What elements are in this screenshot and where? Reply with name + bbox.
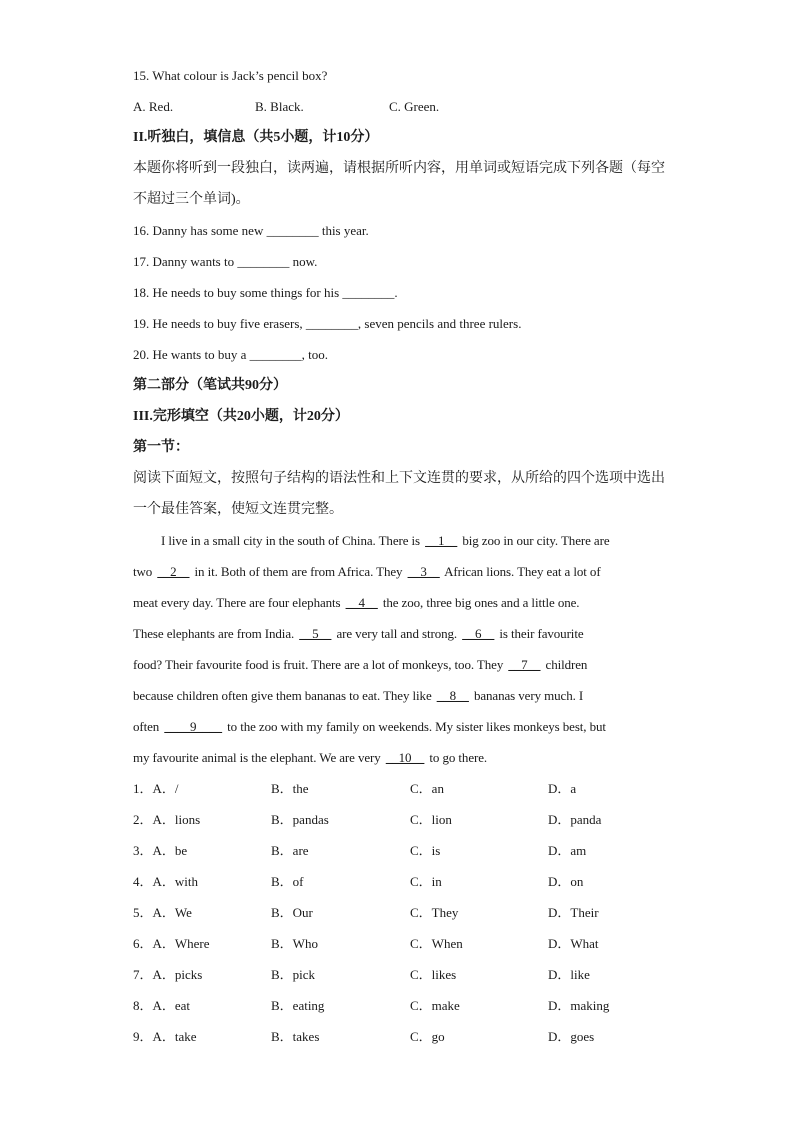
choice-d: D．goes <box>548 1029 595 1044</box>
fill-item-17: 17. Danny wants to ________ now. <box>133 254 318 269</box>
blank-3: __3__ <box>407 564 440 579</box>
choice-d: D．making <box>548 998 610 1013</box>
choice-row <box>133 866 673 897</box>
cloze-passage <box>133 525 673 773</box>
choice-c: C．They <box>410 905 459 920</box>
choice-a: 2．A．lions <box>133 812 201 827</box>
passage-text: are very tall and strong. <box>333 626 461 641</box>
choice-d: D．What <box>548 936 599 951</box>
choice-c: C．likes <box>410 967 457 982</box>
blank-9: ____9____ <box>164 719 222 734</box>
choice-row <box>133 1021 673 1052</box>
fill-item-19: 19. He needs to buy five erasers, ________, seven pencils and three rulers. <box>133 316 522 331</box>
passage-text: African lions. They eat a lot of <box>441 564 601 579</box>
choice-b: B．takes <box>271 1029 320 1044</box>
choice-d: D．am <box>548 843 587 858</box>
q15-options <box>133 91 673 122</box>
blank-10: __10__ <box>385 750 425 765</box>
q15-option-a: A. Red. <box>133 99 174 114</box>
passage-line-7 <box>133 711 673 742</box>
blank-7: __7__ <box>508 657 541 672</box>
fill-item-20: 20. He wants to buy a ________, too. <box>133 347 328 362</box>
passage-line-2 <box>133 556 673 587</box>
choice-b: B．pick <box>271 967 316 982</box>
choice-c: C．go <box>410 1029 445 1044</box>
blank-1: __1__ <box>425 533 458 548</box>
passage-text: in it. Both of them are from Africa. They <box>191 564 406 579</box>
choice-a: 8．A．eat <box>133 998 191 1013</box>
fill-item-18: 18. He needs to buy some things for his ________. <box>133 285 398 300</box>
section3-subheading: 第一节： <box>133 440 189 455</box>
choice-row <box>133 928 673 959</box>
passage-text: bananas very much. I <box>470 688 584 703</box>
choice-row <box>133 835 673 866</box>
q15-option-b: B. Black. <box>255 99 304 114</box>
choice-b: B．of <box>271 874 304 889</box>
choice-c: C．in <box>410 874 442 889</box>
passage-text: two <box>133 564 156 579</box>
passage-text: children <box>542 657 588 672</box>
blank-4: __4__ <box>345 595 378 610</box>
choice-a: 4．A．with <box>133 874 199 889</box>
choice-b: B．the <box>271 781 309 796</box>
choice-c: C．make <box>410 998 460 1013</box>
passage-text: I live in a small city in the south of China. There is <box>161 533 424 548</box>
part2-heading: 第二部分（笔试共90分） <box>133 378 287 393</box>
choice-row <box>133 773 673 804</box>
choice-a: 1．A．/ <box>133 781 179 796</box>
choice-c: C．When <box>410 936 463 951</box>
choice-d: D．Their <box>548 905 599 920</box>
passage-line-6 <box>133 680 673 711</box>
blank-2: __2__ <box>157 564 190 579</box>
section3-instruction-2: 一个最佳答案，使短文连贯完整。 <box>133 502 343 517</box>
passage-text: to the zoo with my family on weekends. My sister likes monkeys best, but <box>223 719 606 734</box>
choice-c: C．lion <box>410 812 452 827</box>
choice-row <box>133 897 673 928</box>
choice-a: 5．A．We <box>133 905 192 920</box>
choice-b: B．Who <box>271 936 318 951</box>
passage-text: is their favourite <box>496 626 584 641</box>
choice-list <box>133 773 673 1052</box>
fill-item-16: 16. Danny has some new ________ this year. <box>133 223 369 238</box>
passage-text: big zoo in our city. There are <box>459 533 610 548</box>
choice-d: D．a <box>548 781 577 796</box>
blank-5: __5__ <box>299 626 332 641</box>
choice-b: B．pandas <box>271 812 329 827</box>
choice-d: D．on <box>548 874 584 889</box>
passage-text: often <box>133 719 163 734</box>
choice-b: B．Our <box>271 905 313 920</box>
choice-a: 9．A．take <box>133 1029 197 1044</box>
choice-row <box>133 804 673 835</box>
exam-page <box>133 60 673 1052</box>
choice-c: C．an <box>410 781 444 796</box>
q15-question: 15. What colour is Jack’s pencil box? <box>133 68 328 83</box>
choice-row <box>133 990 673 1021</box>
choice-a: 7．A．picks <box>133 967 203 982</box>
passage-text: food? Their favourite food is fruit. There are a lot of monkeys, too. They <box>133 657 507 672</box>
section3-heading: III.完形填空（共20小题，计20分） <box>133 409 349 424</box>
section2-instruction-2: 不超过三个单词)。 <box>133 192 250 207</box>
blank-8: __8__ <box>436 688 469 703</box>
section2-instruction-1: 本题你将听到一段独白，读两遍，请根据所听内容，用单词或短语完成下列各题（每空 <box>133 161 665 176</box>
choice-b: B．are <box>271 843 309 858</box>
blank-6: __6__ <box>462 626 495 641</box>
passage-line-3 <box>133 587 673 618</box>
passage-text: because children often give them bananas to eat. They like <box>133 688 435 703</box>
choice-row <box>133 959 673 990</box>
section3-instruction-1: 阅读下面短文，按照句子结构的语法性和上下文连贯的要求，从所给的四个选项中选出 <box>133 471 665 486</box>
choice-d: D．like <box>548 967 590 982</box>
choice-a: 6．A．Where <box>133 936 210 951</box>
passage-text: the zoo, three big ones and a little one. <box>379 595 580 610</box>
choice-d: D．panda <box>548 812 602 827</box>
choice-b: B．eating <box>271 998 325 1013</box>
passage-line-4 <box>133 618 673 649</box>
section2-heading: II.听独白，填信息（共5小题，计10分） <box>133 130 379 145</box>
passage-text: my favourite animal is the elephant. We are very <box>133 750 384 765</box>
q15-option-c: C. Green. <box>389 99 440 114</box>
passage-line-5 <box>133 649 673 680</box>
passage-line-8 <box>133 742 673 773</box>
choice-a: 3．A．be <box>133 843 188 858</box>
passage-text: to go there. <box>426 750 488 765</box>
passage-text: meat every day. There are four elephants <box>133 595 344 610</box>
passage-line-1 <box>133 525 673 556</box>
choice-c: C．is <box>410 843 441 858</box>
passage-text: These elephants are from India. <box>133 626 298 641</box>
